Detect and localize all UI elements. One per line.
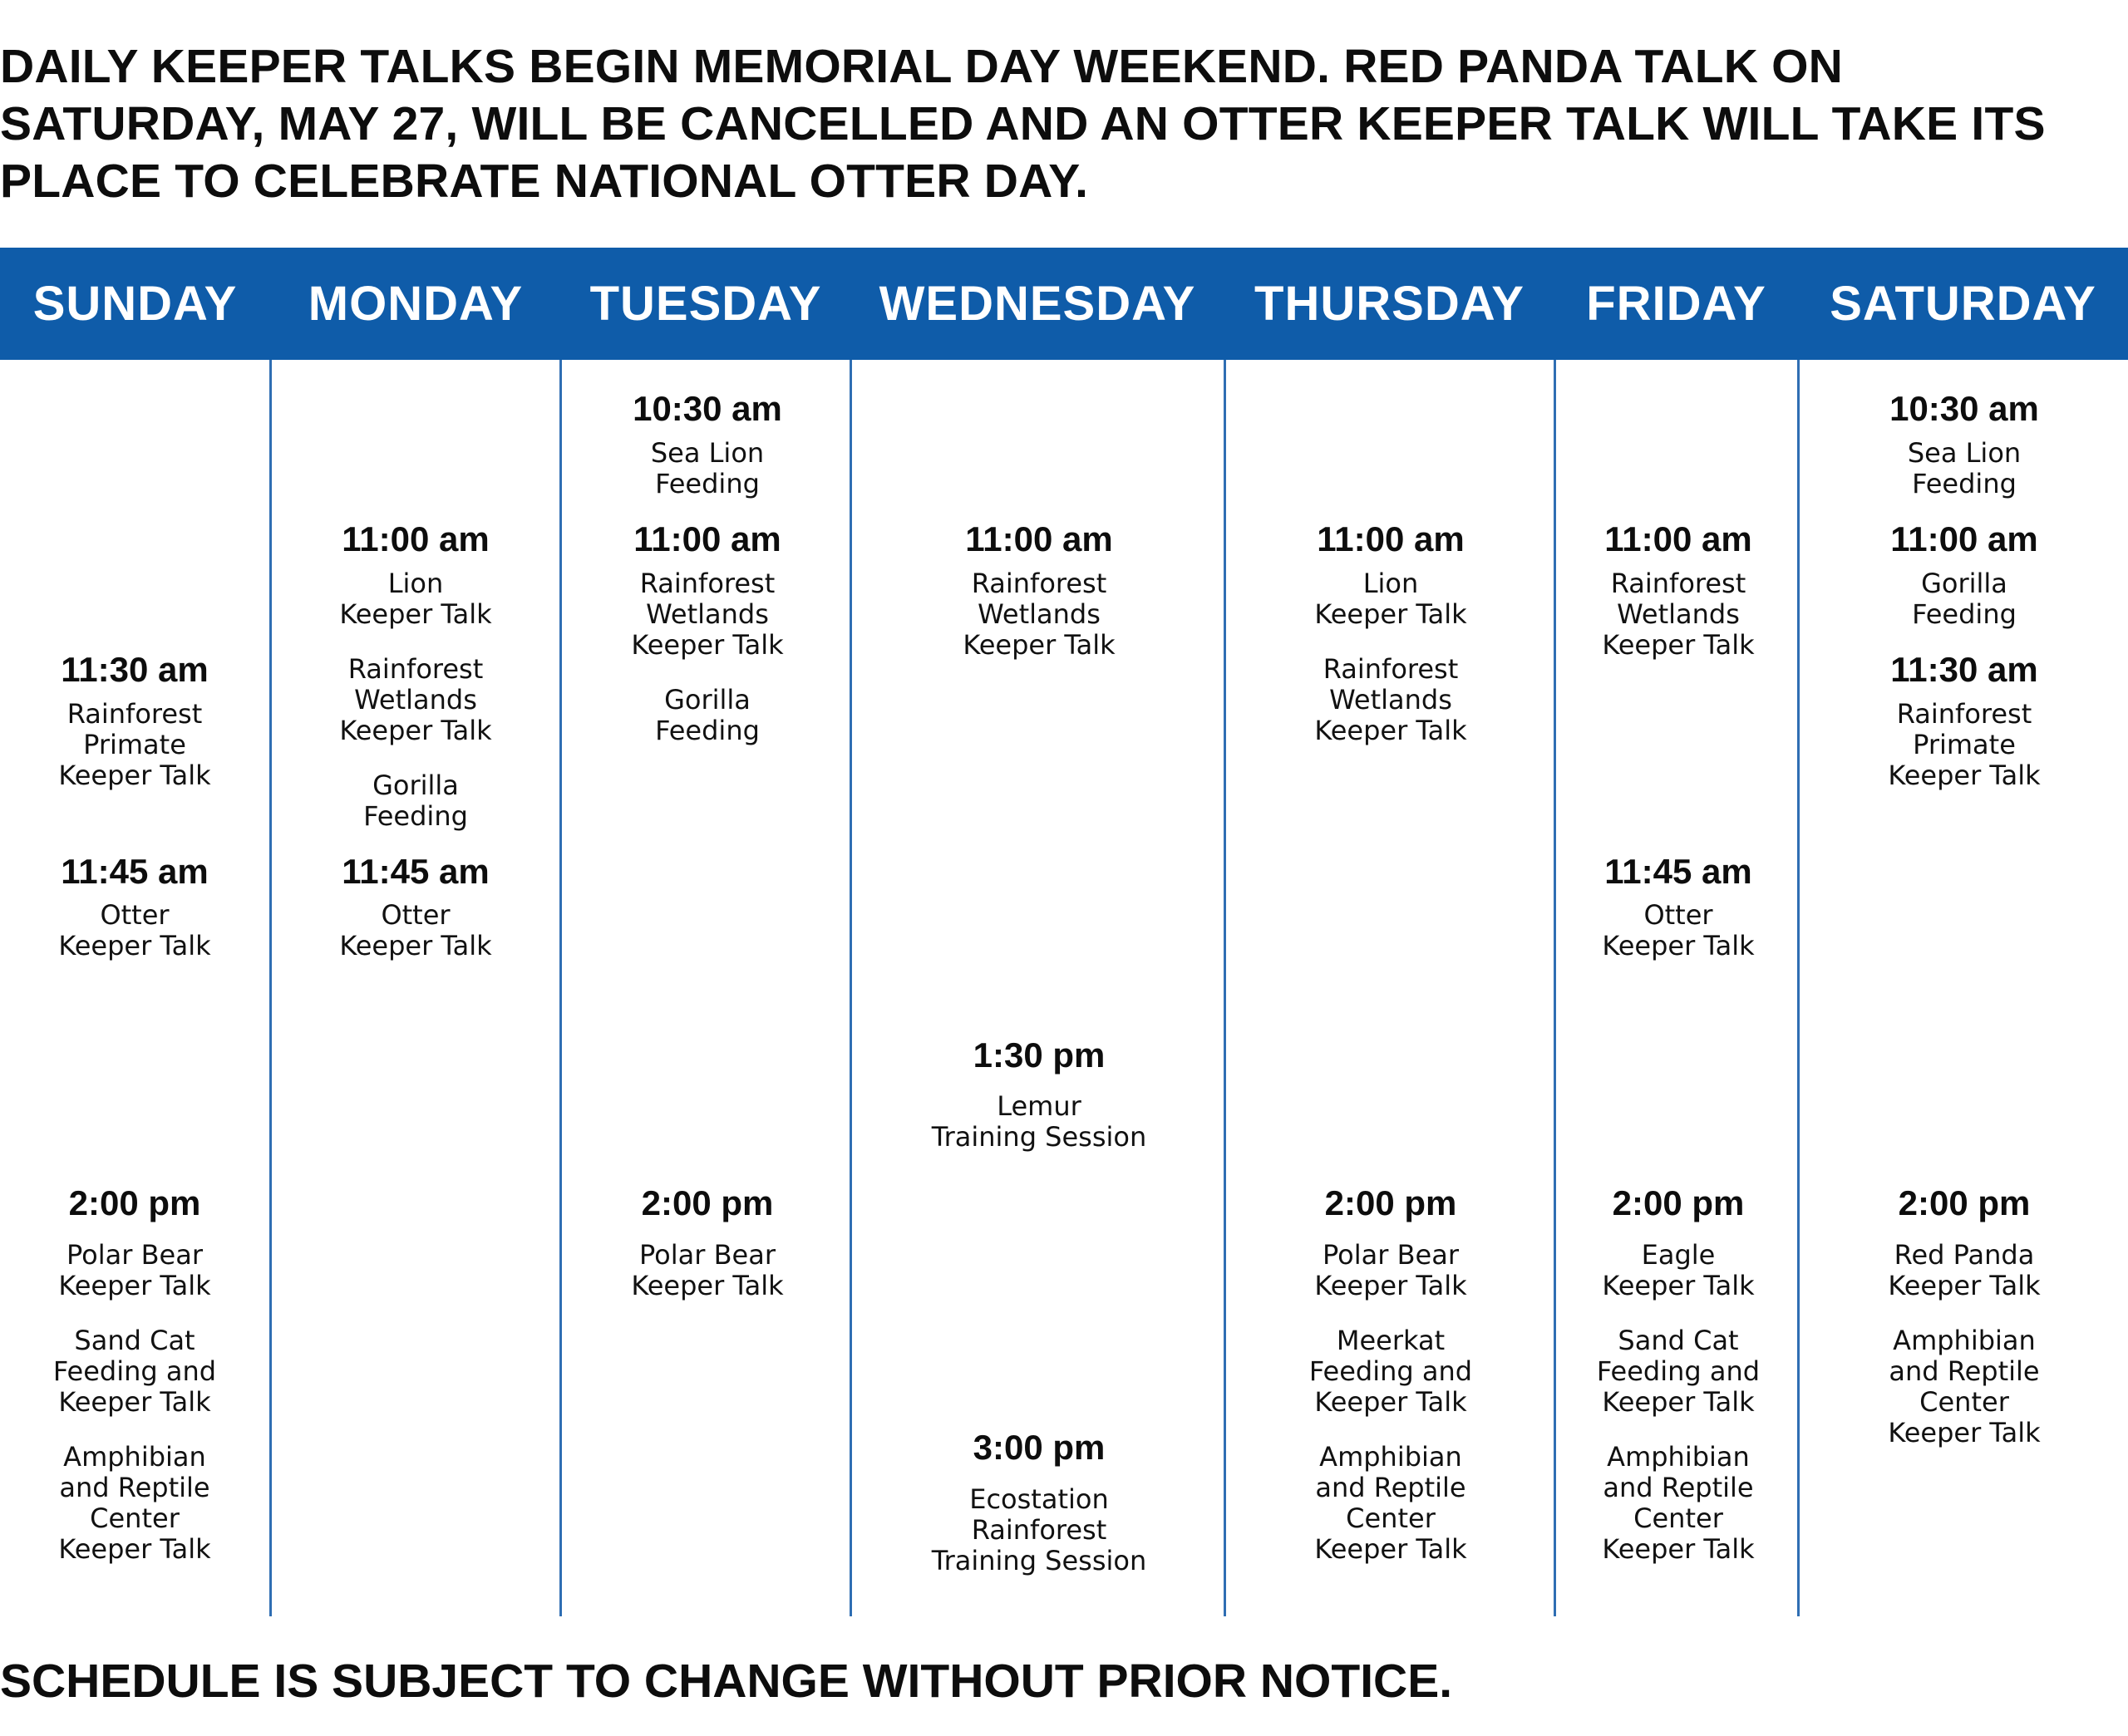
time-label: 11:30 am	[1890, 650, 2038, 689]
time-label: 2:00 pm	[641, 1183, 774, 1222]
event-rainforest-wetlands-keeper-talk: Rainforest Wetlands Keeper Talk	[1314, 653, 1467, 746]
day-sunday: SUNDAY	[32, 277, 238, 331]
time-label: 2:00 pm	[1612, 1183, 1745, 1222]
event-amphibian-reptile-center: Amphibian and Reptile Center Keeper Talk	[58, 1441, 211, 1565]
column-divider	[1224, 360, 1226, 1616]
time-label: 11:00 am	[1317, 519, 1465, 558]
time-label: 11:00 am	[1604, 519, 1752, 558]
event-otter-keeper-talk: Otter Keeper Talk	[58, 899, 211, 961]
time-label: 10:30 am	[633, 389, 782, 428]
event-otter-keeper-talk: Otter Keeper Talk	[339, 899, 492, 961]
time-label: 2:00 pm	[68, 1183, 201, 1222]
time-label: 2:00 pm	[1324, 1183, 1457, 1222]
event-sand-cat-feeding: Sand Cat Feeding and Keeper Talk	[1596, 1325, 1761, 1418]
time-label: 11:45 am	[1604, 852, 1752, 891]
event-ecostation-rainforest-training: Ecostation Rainforest Training Session	[931, 1483, 1147, 1576]
event-gorilla-feeding: Gorilla Feeding	[363, 770, 468, 832]
event-amphibian-reptile-center: Amphibian and Reptile Center Keeper Talk	[1602, 1441, 1755, 1565]
event-eagle-keeper-talk: Eagle Keeper Talk	[1602, 1239, 1755, 1301]
event-rainforest-wetlands-keeper-talk: Rainforest Wetlands Keeper Talk	[1602, 568, 1755, 661]
event-rainforest-primate-keeper-talk: Rainforest Primate Keeper Talk	[1888, 698, 2041, 791]
event-red-panda-keeper-talk: Red Panda Keeper Talk	[1888, 1239, 2041, 1301]
time-label: 11:00 am	[633, 519, 781, 558]
time-label: 11:00 am	[342, 519, 490, 558]
time-label: 11:00 am	[965, 519, 1113, 558]
event-otter-keeper-talk: Otter Keeper Talk	[1602, 899, 1755, 961]
time-label: 11:00 am	[1890, 519, 2038, 558]
column-divider	[559, 360, 562, 1616]
event-sea-lion-feeding: Sea Lion Feeding	[650, 437, 765, 499]
time-label: 1:30 pm	[973, 1035, 1106, 1075]
day-friday: FRIDAY	[1586, 277, 1766, 331]
day-saturday: SATURDAY	[1830, 277, 2096, 331]
day-thursday: THURSDAY	[1254, 277, 1525, 331]
time-label: 3:00 pm	[973, 1428, 1106, 1467]
notice-headline: DAILY KEEPER TALKS BEGIN MEMORIAL DAY WEEKEND. RED PANDA TALK ON SATURDAY, MAY 27, WILL BE CANCELLED AND AN OTTER KEEPER TALK WILL TAKE ITS PLACE TO CELEBRATE NATIONAL OTTER DAY.	[0, 40, 2046, 208]
event-amphibian-reptile-center: Amphibian and Reptile Center Keeper Talk	[1888, 1325, 2041, 1448]
event-sea-lion-feeding: Sea Lion Feeding	[1907, 437, 2022, 499]
column-divider	[269, 360, 272, 1616]
event-lion-keeper-talk: Lion Keeper Talk	[1314, 568, 1467, 630]
time-label: 11:45 am	[342, 852, 490, 891]
column-divider	[1797, 360, 1800, 1616]
event-amphibian-reptile-center: Amphibian and Reptile Center Keeper Talk	[1314, 1441, 1467, 1565]
column-divider	[1554, 360, 1556, 1616]
column-divider	[850, 360, 852, 1616]
footer-disclaimer: SCHEDULE IS SUBJECT TO CHANGE WITHOUT PRIOR NOTICE.	[0, 1655, 1453, 1708]
event-gorilla-feeding: Gorilla Feeding	[1912, 568, 2017, 630]
event-lion-keeper-talk: Lion Keeper Talk	[339, 568, 492, 630]
day-tuesday: TUESDAY	[589, 277, 822, 331]
day-wednesday: WEDNESDAY	[879, 277, 1196, 331]
event-rainforest-wetlands-keeper-talk: Rainforest Wetlands Keeper Talk	[339, 653, 492, 746]
event-rainforest-primate-keeper-talk: Rainforest Primate Keeper Talk	[58, 698, 211, 791]
event-rainforest-wetlands-keeper-talk: Rainforest Wetlands Keeper Talk	[631, 568, 784, 661]
event-meerkat-feeding: Meerkat Feeding and Keeper Talk	[1308, 1325, 1473, 1418]
event-sand-cat-feeding: Sand Cat Feeding and Keeper Talk	[52, 1325, 217, 1418]
event-lemur-training-session: Lemur Training Session	[931, 1090, 1147, 1153]
time-label: 2:00 pm	[1898, 1183, 2031, 1222]
day-monday: MONDAY	[308, 277, 524, 331]
time-label: 11:30 am	[61, 650, 209, 689]
event-gorilla-feeding: Gorilla Feeding	[655, 684, 760, 746]
event-polar-bear-keeper-talk: Polar Bear Keeper Talk	[58, 1239, 211, 1301]
event-polar-bear-keeper-talk: Polar Bear Keeper Talk	[1314, 1239, 1467, 1301]
event-rainforest-wetlands-keeper-talk: Rainforest Wetlands Keeper Talk	[963, 568, 1116, 661]
time-label: 10:30 am	[1889, 389, 2039, 428]
time-label: 11:45 am	[61, 852, 209, 891]
event-polar-bear-keeper-talk: Polar Bear Keeper Talk	[631, 1239, 784, 1301]
